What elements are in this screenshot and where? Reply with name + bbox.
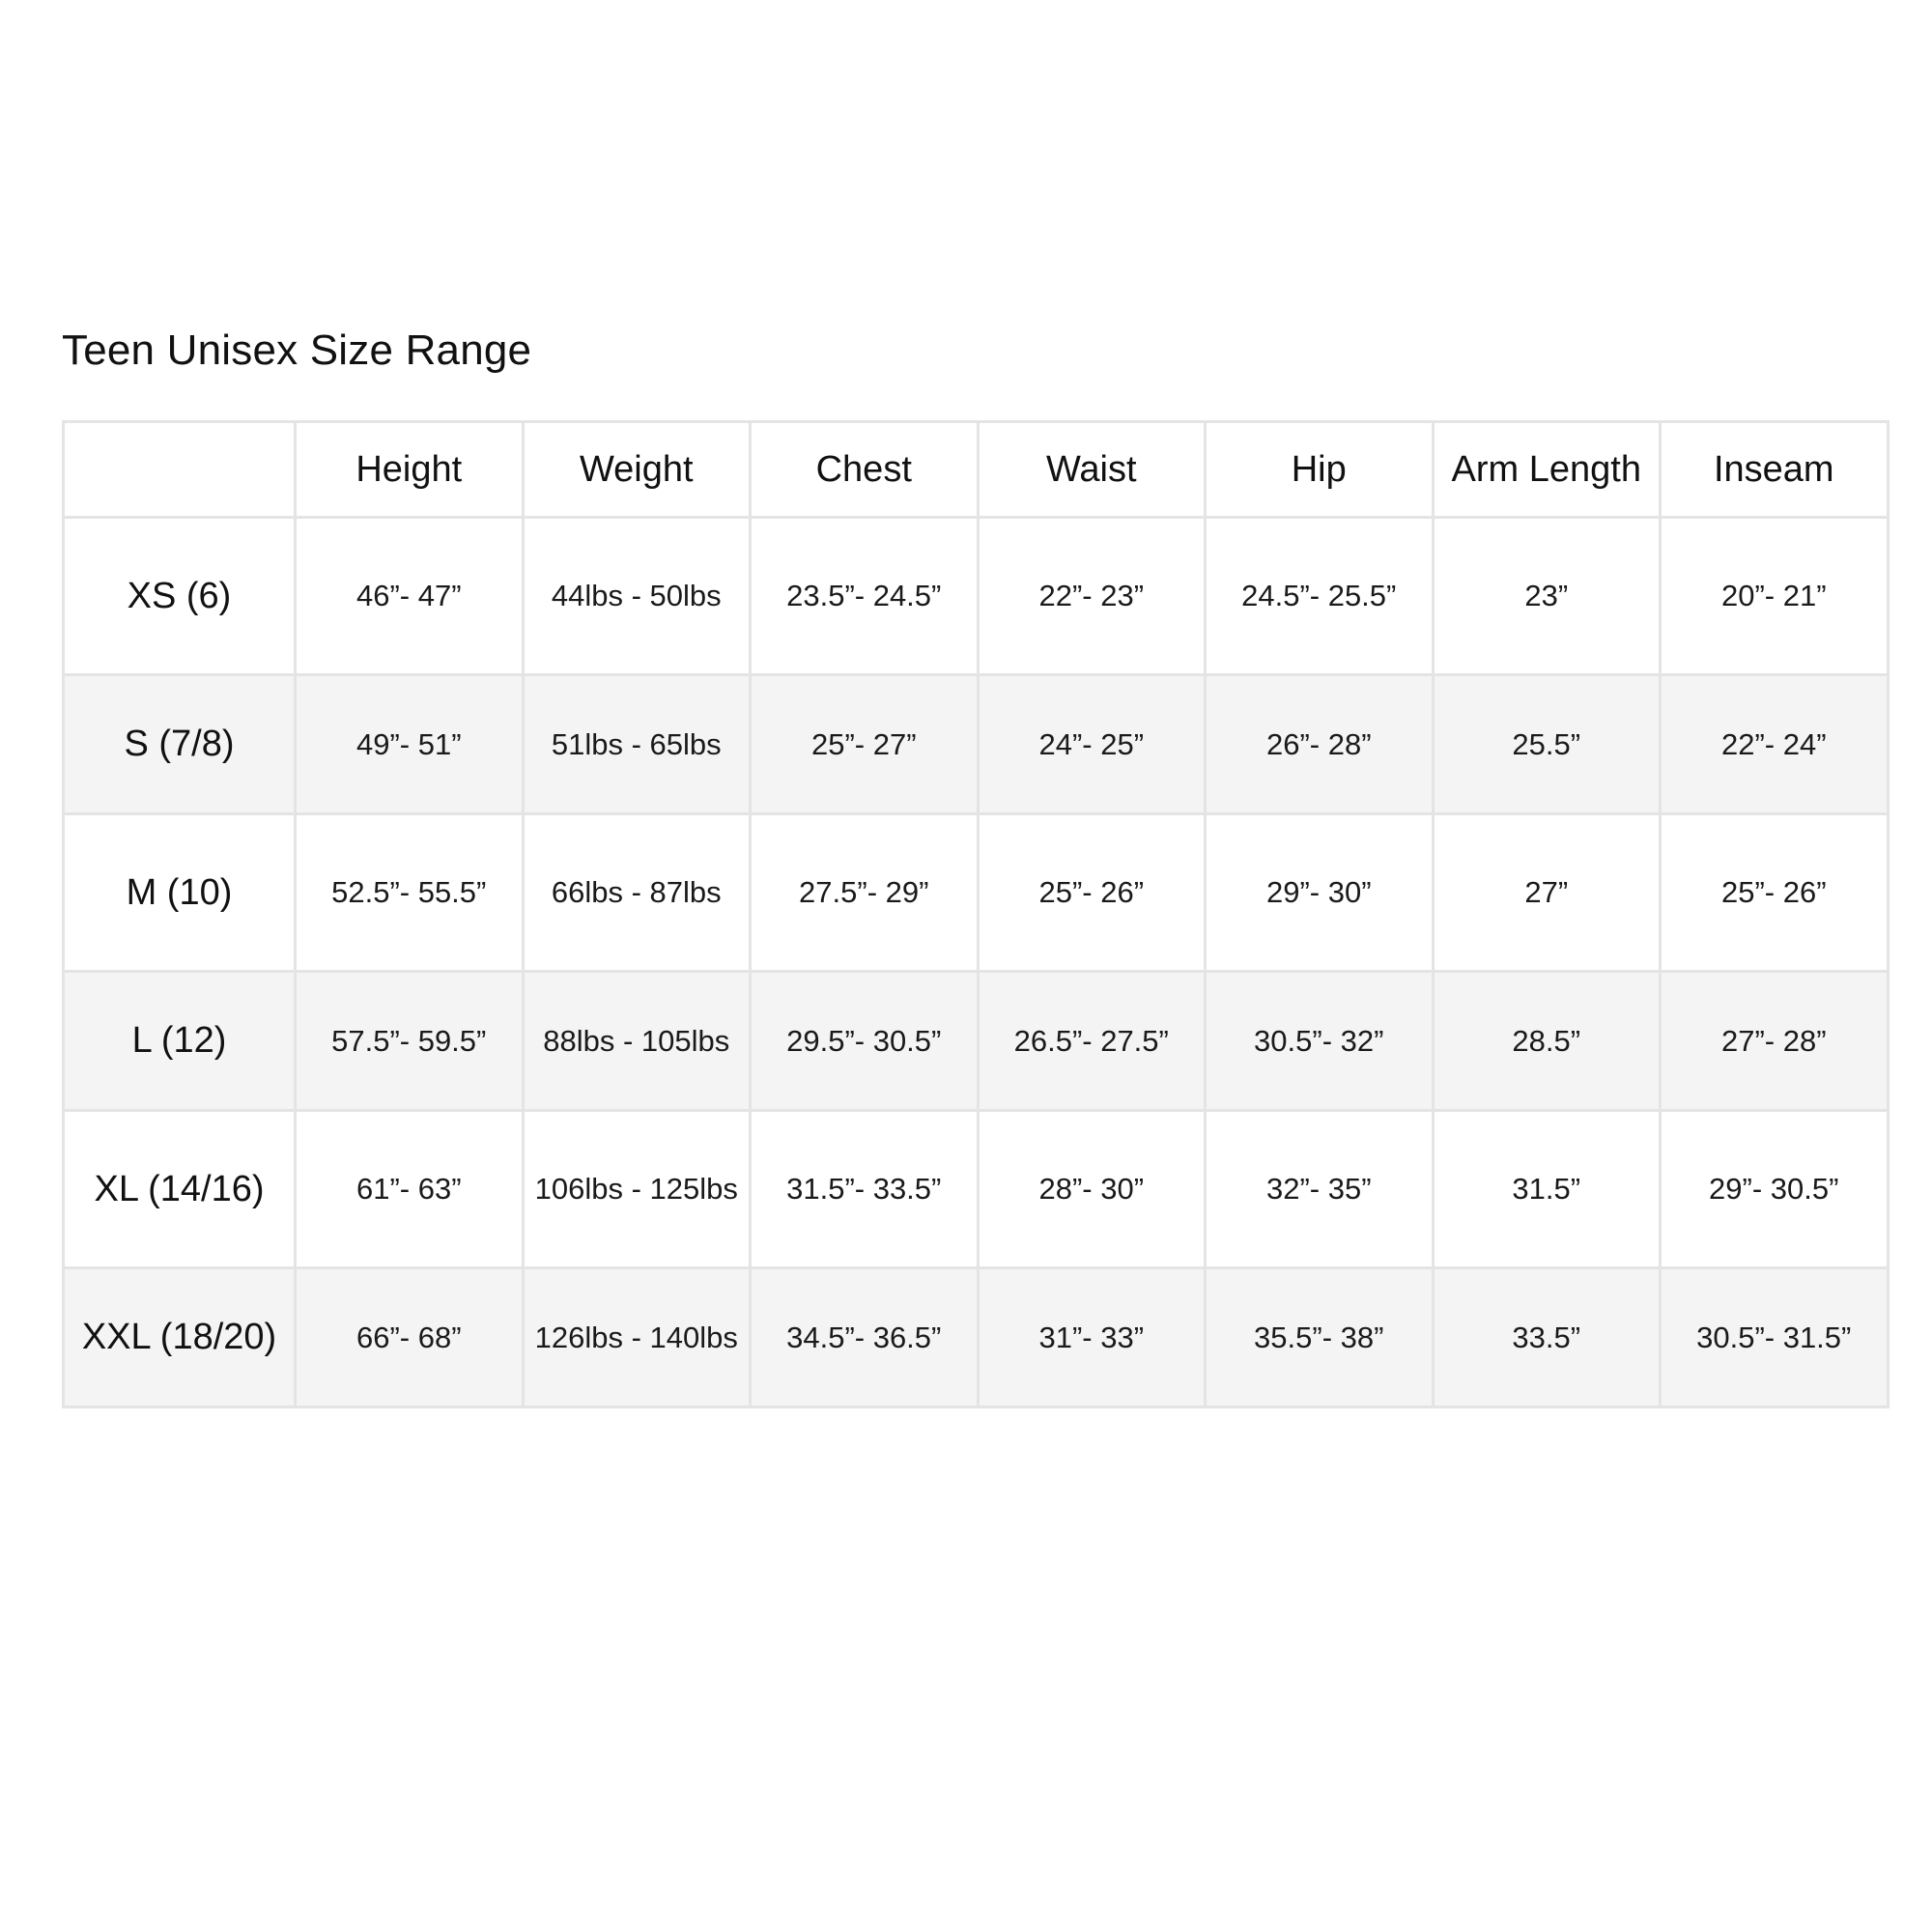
height-cell: 49”- 51”	[296, 675, 524, 814]
arm-length-cell: 23”	[1433, 518, 1661, 675]
chest-cell: 25”- 27”	[751, 675, 979, 814]
size-label: XXL (18/20)	[64, 1268, 296, 1407]
table-row-s	[64, 675, 1889, 814]
waist-cell: 28”- 30”	[978, 1111, 1206, 1268]
arm-length-cell: 27”	[1433, 814, 1661, 972]
header-arm-length: Arm Length	[1433, 422, 1661, 518]
hip-cell: 29”- 30”	[1206, 814, 1434, 972]
weight-cell: 51lbs - 65lbs	[523, 675, 751, 814]
header-hip: Hip	[1206, 422, 1434, 518]
header-waist: Waist	[978, 422, 1206, 518]
table-row-m	[64, 814, 1889, 972]
table-row-xxl	[64, 1268, 1889, 1407]
arm-length-cell: 25.5”	[1433, 675, 1661, 814]
inseam-cell: 20”- 21”	[1661, 518, 1889, 675]
header-corner	[64, 422, 296, 518]
header-inseam: Inseam	[1661, 422, 1889, 518]
inseam-cell: 30.5”- 31.5”	[1661, 1268, 1889, 1407]
waist-cell: 22”- 23”	[978, 518, 1206, 675]
weight-cell: 66lbs - 87lbs	[523, 814, 751, 972]
header-weight: Weight	[523, 422, 751, 518]
size-label: S (7/8)	[64, 675, 296, 814]
inseam-cell: 27”- 28”	[1661, 972, 1889, 1111]
waist-cell: 31”- 33”	[978, 1268, 1206, 1407]
header-chest: Chest	[751, 422, 979, 518]
table-row-xl	[64, 1111, 1889, 1268]
size-label: XL (14/16)	[64, 1111, 296, 1268]
chest-cell: 27.5”- 29”	[751, 814, 979, 972]
height-cell: 66”- 68”	[296, 1268, 524, 1407]
height-cell: 46”- 47”	[296, 518, 524, 675]
height-cell: 61”- 63”	[296, 1111, 524, 1268]
chest-cell: 34.5”- 36.5”	[751, 1268, 979, 1407]
height-cell: 52.5”- 55.5”	[296, 814, 524, 972]
hip-cell: 32”- 35”	[1206, 1111, 1434, 1268]
waist-cell: 26.5”- 27.5”	[978, 972, 1206, 1111]
arm-length-cell: 28.5”	[1433, 972, 1661, 1111]
arm-length-cell: 31.5”	[1433, 1111, 1661, 1268]
hip-cell: 24.5”- 25.5”	[1206, 518, 1434, 675]
inseam-cell: 22”- 24”	[1661, 675, 1889, 814]
header-row	[64, 422, 1889, 518]
weight-cell: 44lbs - 50lbs	[523, 518, 751, 675]
waist-cell: 25”- 26”	[978, 814, 1206, 972]
size-chart-table	[62, 420, 1889, 1408]
height-cell: 57.5”- 59.5”	[296, 972, 524, 1111]
weight-cell: 126lbs - 140lbs	[523, 1268, 751, 1407]
size-label: L (12)	[64, 972, 296, 1111]
table-row-xs	[64, 518, 1889, 675]
header-height: Height	[296, 422, 524, 518]
weight-cell: 106lbs - 125lbs	[523, 1111, 751, 1268]
weight-cell: 88lbs - 105lbs	[523, 972, 751, 1111]
chest-cell: 29.5”- 30.5”	[751, 972, 979, 1111]
arm-length-cell: 33.5”	[1433, 1268, 1661, 1407]
inseam-cell: 29”- 30.5”	[1661, 1111, 1889, 1268]
chest-cell: 23.5”- 24.5”	[751, 518, 979, 675]
size-label: M (10)	[64, 814, 296, 972]
hip-cell: 30.5”- 32”	[1206, 972, 1434, 1111]
hip-cell: 35.5”- 38”	[1206, 1268, 1434, 1407]
hip-cell: 26”- 28”	[1206, 675, 1434, 814]
size-label: XS (6)	[64, 518, 296, 675]
inseam-cell: 25”- 26”	[1661, 814, 1889, 972]
chest-cell: 31.5”- 33.5”	[751, 1111, 979, 1268]
waist-cell: 24”- 25”	[978, 675, 1206, 814]
page-title: Teen Unisex Size Range	[62, 327, 532, 374]
table-row-l	[64, 972, 1889, 1111]
